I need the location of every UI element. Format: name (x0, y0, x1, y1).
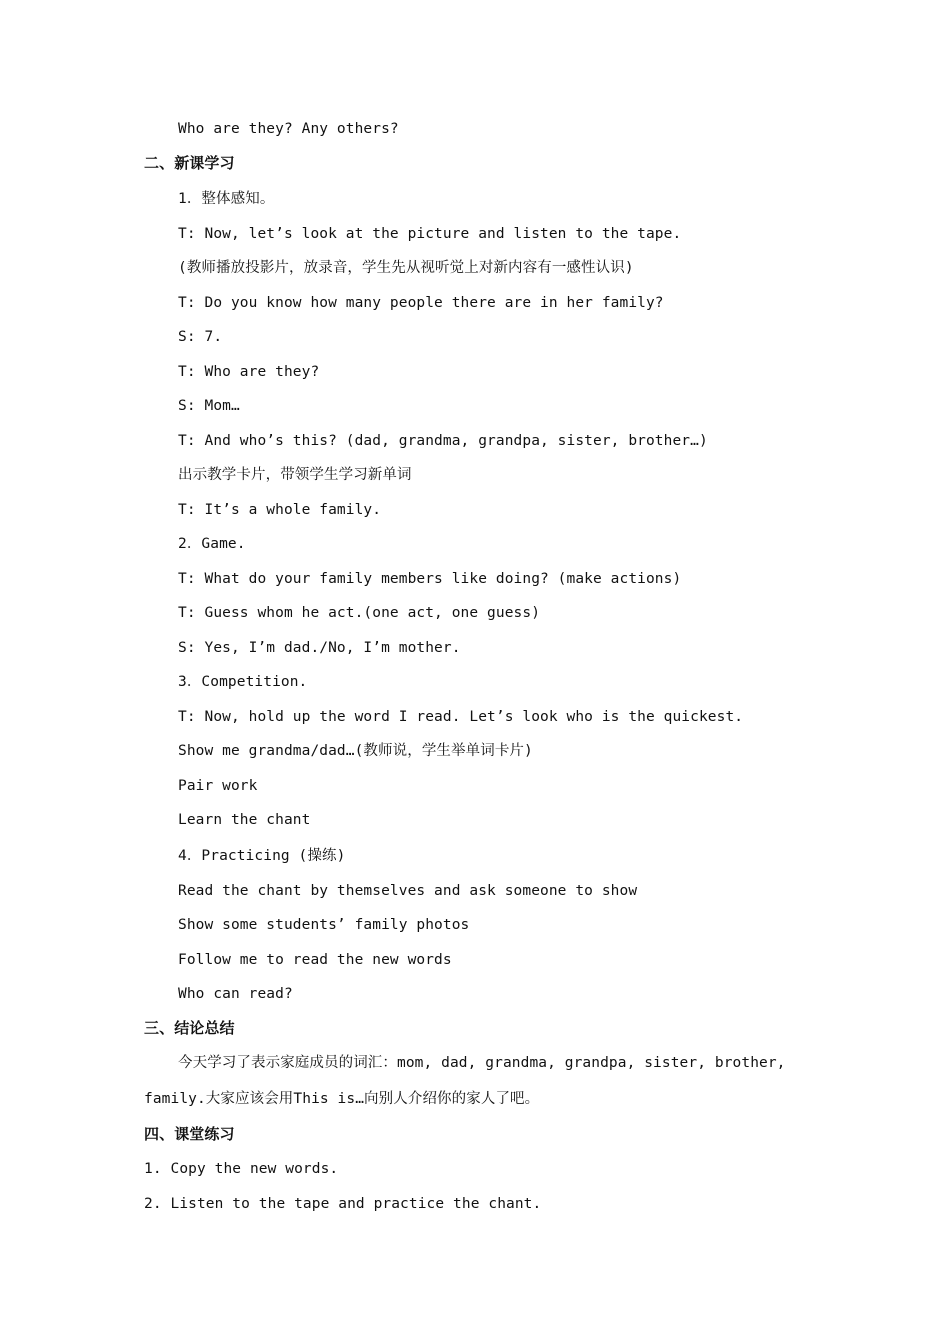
text-line: T: And who’s this? (dad, grandma, grandpa, sister, brother…) (178, 433, 708, 449)
text-line: 2．Game. (178, 536, 246, 552)
text-line: Read the chant by themselves and ask someone to show (178, 883, 638, 899)
text-line: T: Now, hold up the word I read. Let’s look who is the quickest. (178, 709, 744, 725)
text-line: Show me grandma/dad…(教师说，学生举单词卡片) (178, 743, 533, 759)
text-line: T: Who are they? (178, 364, 320, 380)
text-line: 3．Competition. (178, 674, 308, 690)
text-line: 1．整体感知。 (178, 191, 275, 207)
text-line: 4．Practicing (操练) (178, 848, 346, 864)
text-line: Follow me to read the new words (178, 952, 452, 968)
text-line: Pair work (178, 778, 258, 794)
text-line: 出示教学卡片，带领学生学习新单词 (178, 467, 412, 483)
text-line: Who can read? (178, 986, 293, 1002)
text-line: Learn the chant (178, 812, 311, 828)
section-heading: 二、新课学习 (144, 154, 235, 172)
text-line: T: What do your family members like doing? (make actions) (178, 571, 682, 587)
text-line: Show some students’ family photos (178, 917, 470, 933)
text-line: (教师播放投影片，放录音，学生先从视听觉上对新内容有一感性认识) (178, 260, 634, 276)
section-heading: 三、结论总结 (144, 1019, 235, 1037)
section-heading: 四、课堂练习 (144, 1125, 235, 1143)
text-line: T: It’s a whole family. (178, 502, 382, 518)
text-line: Who are they? Any others? (178, 121, 399, 137)
text-line: T: Now, let’s look at the picture and listen to the tape. (178, 226, 682, 242)
text-line: T: Do you know how many people there are in her family? (178, 295, 664, 311)
text-line: 2. Listen to the tape and practice the chant. (144, 1196, 542, 1212)
text-line: 1. Copy the new words. (144, 1161, 339, 1177)
text-line: S: Mom… (178, 398, 240, 414)
text-line: S: 7. (178, 329, 223, 345)
text-line: family.大家应该会用This is…向别人介绍你的家人了吧。 (144, 1091, 540, 1107)
text-line: S: Yes, I’m dad./No, I’m mother. (178, 640, 461, 656)
text-line: T: Guess whom he act.(one act, one guess) (178, 605, 541, 621)
text-line: 今天学习了表示家庭成员的词汇：mom, dad, grandma, grandpa, sister, brother, (178, 1055, 786, 1071)
